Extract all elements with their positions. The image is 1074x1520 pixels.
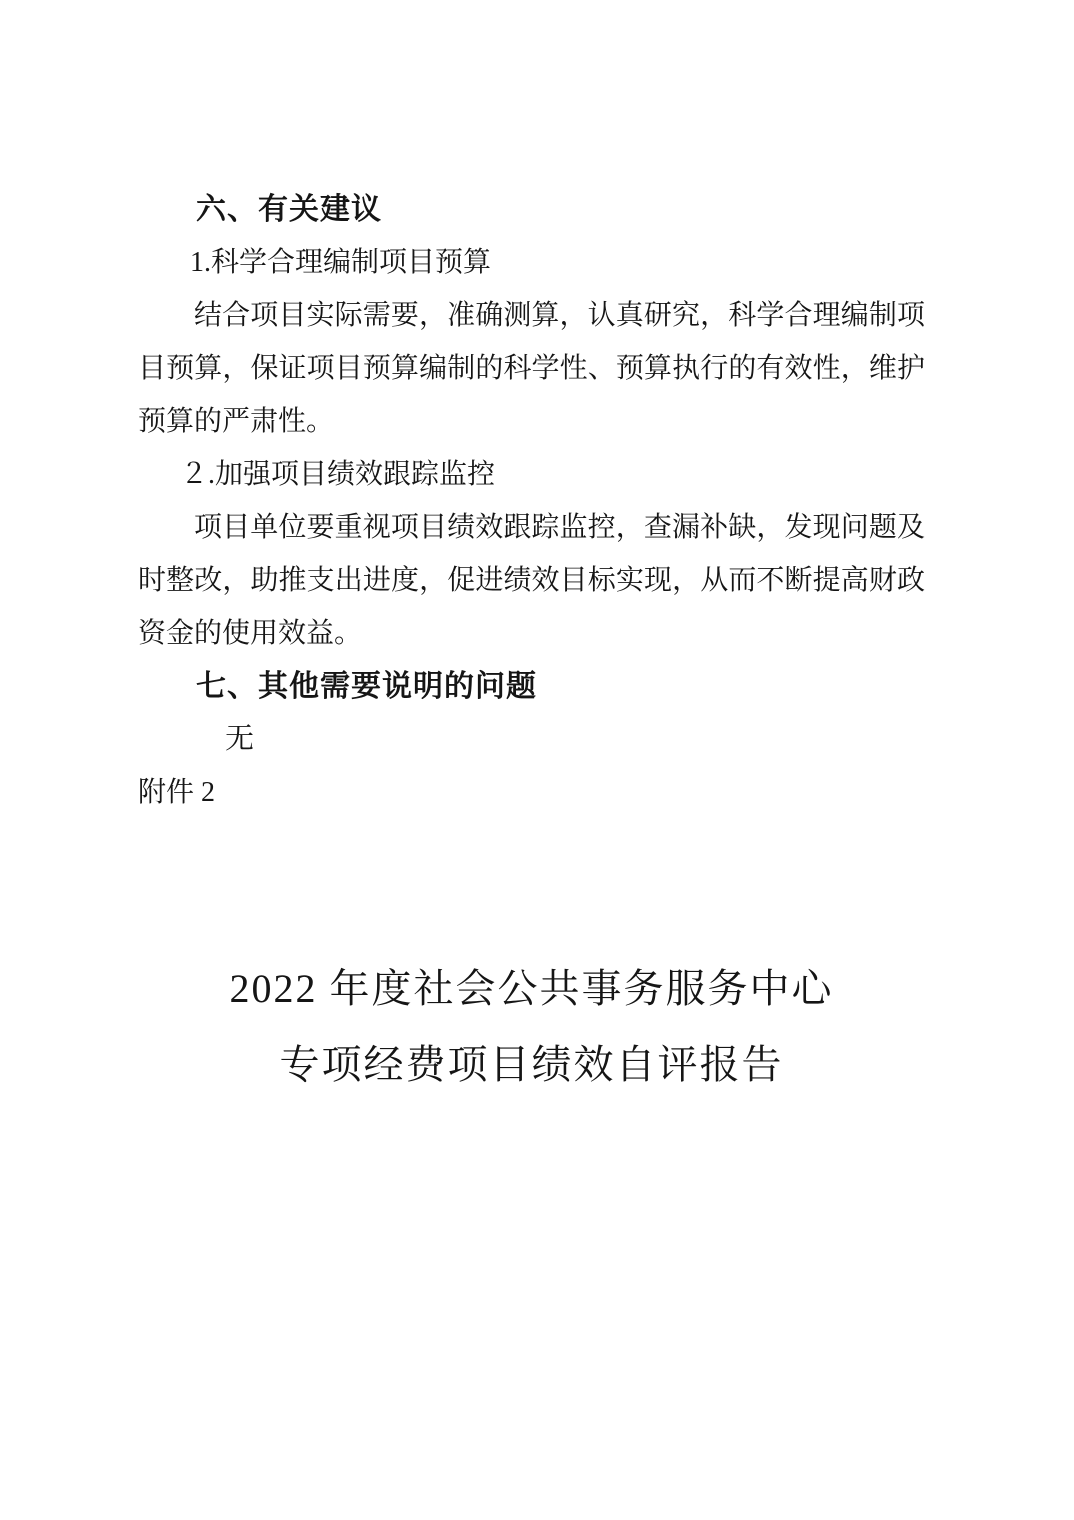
- section-6-paragraph-1: 结合项目实际需要，准确测算，认真研究，科学合理编制项目预算，保证项目预算编制的科学性、预算执行的有效性，维护预算的严肃性。: [138, 300, 925, 437]
- report-title-line-1: 2022 年度社会公共事务服务中心: [229, 966, 834, 1011]
- section-6-item-2: ２.加强项目绩效跟踪监控: [180, 459, 496, 490]
- section-6-heading: 六、有关建议: [196, 193, 382, 226]
- section-7-content: 无: [225, 723, 255, 755]
- section-6-paragraph-2: 项目单位要重视项目绩效跟踪监控，查漏补缺，发现问题及时整改，助推支出进度，促进绩效目标实现，从而不断提高财政资金的使用效益。: [138, 512, 925, 649]
- section-6-item-1: 1.科学合理编制项目预算: [190, 247, 492, 278]
- section-7-heading: 七、其他需要说明的问题: [196, 670, 537, 703]
- report-title: [138, 951, 925, 1103]
- attachment-label: 附件 2: [138, 777, 216, 808]
- report-title-line-2: 专项经费项目绩效自评报告: [279, 1042, 784, 1087]
